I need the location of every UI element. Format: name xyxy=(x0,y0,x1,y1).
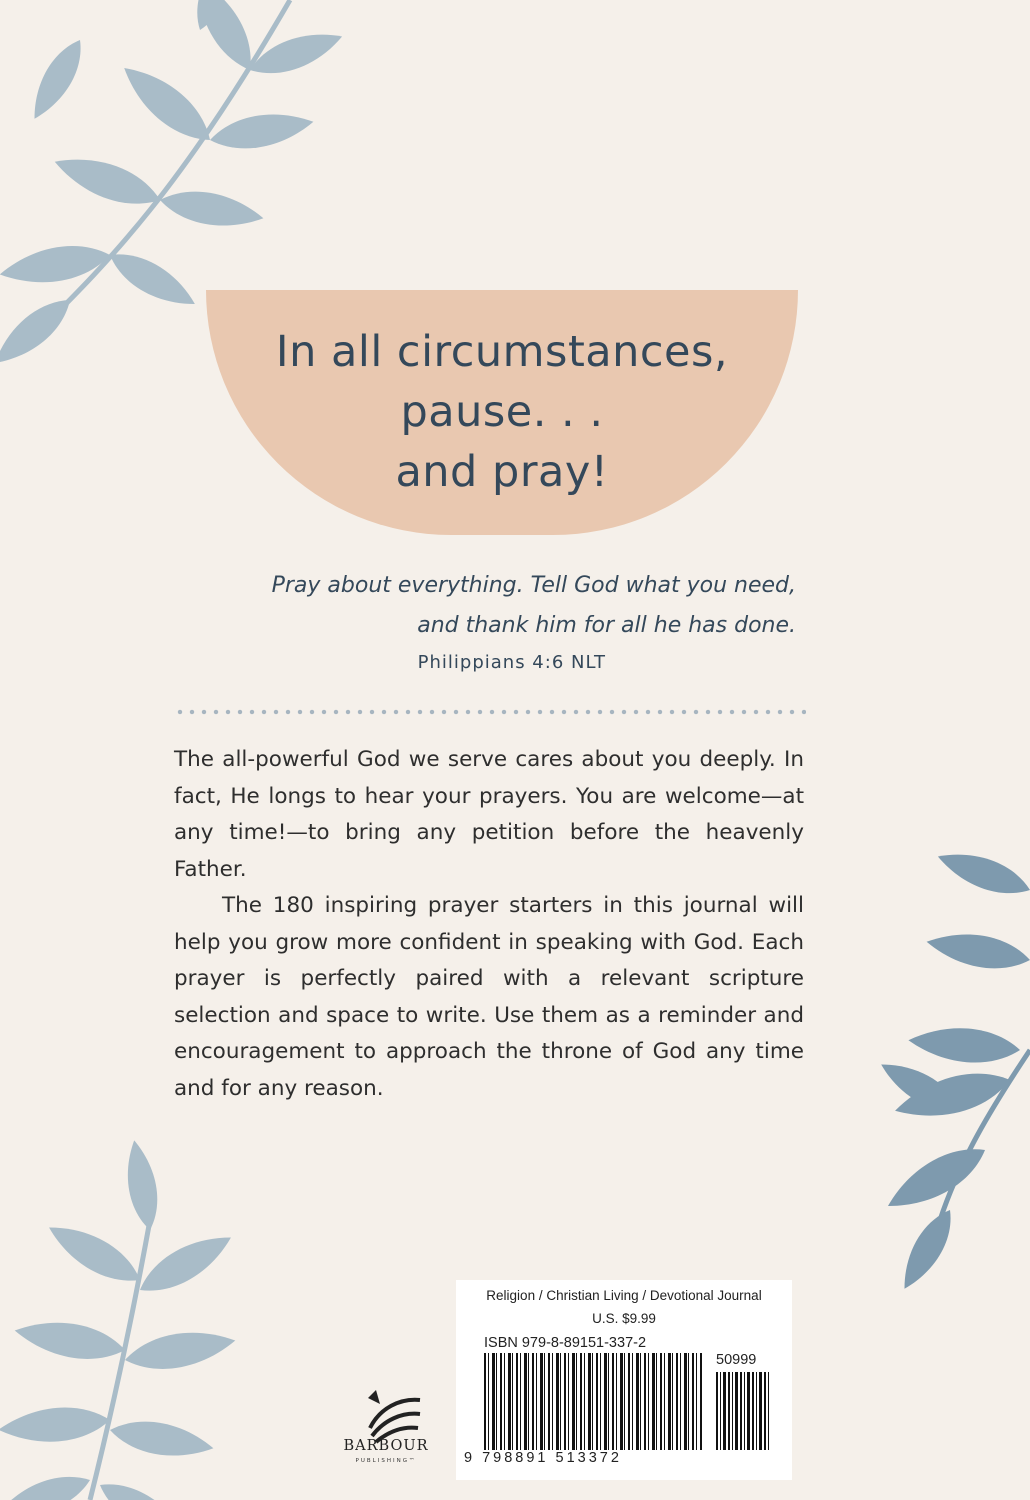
isbn-barcode xyxy=(484,1353,702,1450)
barcode-digits: 9 798891 513372 xyxy=(464,1450,622,1466)
price-code: 50999 xyxy=(716,1352,757,1368)
book-description xyxy=(174,742,804,1107)
dotted-divider xyxy=(174,708,806,716)
barcode-box xyxy=(456,1280,792,1480)
publisher-tagline: PUBLISHING™ xyxy=(355,1458,417,1464)
description-paragraph: The 180 inspiring prayer starters in this journal will help you grow more confident in speaking with God. Each prayer is perfectly paired with a relevant scripture selection and space to write. Use them as a reminder and encouragement to approach the throne of God any time and for any reason. xyxy=(174,893,804,1101)
scripture-reference: Philippians 4:6 NLT xyxy=(417,652,606,673)
publisher-name: BARBOUR xyxy=(343,1438,429,1454)
headline-line: In all circumstances, xyxy=(275,327,729,377)
price-barcode xyxy=(716,1372,770,1450)
verse-line: and thank him for all he has done. xyxy=(417,613,796,638)
isbn-label: ISBN 979-8-89151-337-2 xyxy=(484,1335,647,1351)
headline-line: pause. . . xyxy=(400,387,604,437)
barbour-logo-icon xyxy=(340,1378,446,1468)
headline xyxy=(206,322,798,502)
scripture-quote xyxy=(150,566,796,646)
verse-line: Pray about everything. Tell God what you need, xyxy=(271,573,796,598)
bisac-category: Religion / Christian Living / Devotional Journal xyxy=(486,1288,762,1303)
price-label: U.S. $9.99 xyxy=(592,1311,656,1326)
description-paragraph: The all-powerful God we serve cares about you deeply. In fact, He longs to hear your prayers. You are welcome—at any time!—to bring any petition before the heavenly Father. xyxy=(174,747,804,882)
headline-line: and pray! xyxy=(395,447,609,497)
leaf-sprig-right xyxy=(874,843,1030,1296)
leaf-sprig-bottom-left xyxy=(0,1138,239,1500)
